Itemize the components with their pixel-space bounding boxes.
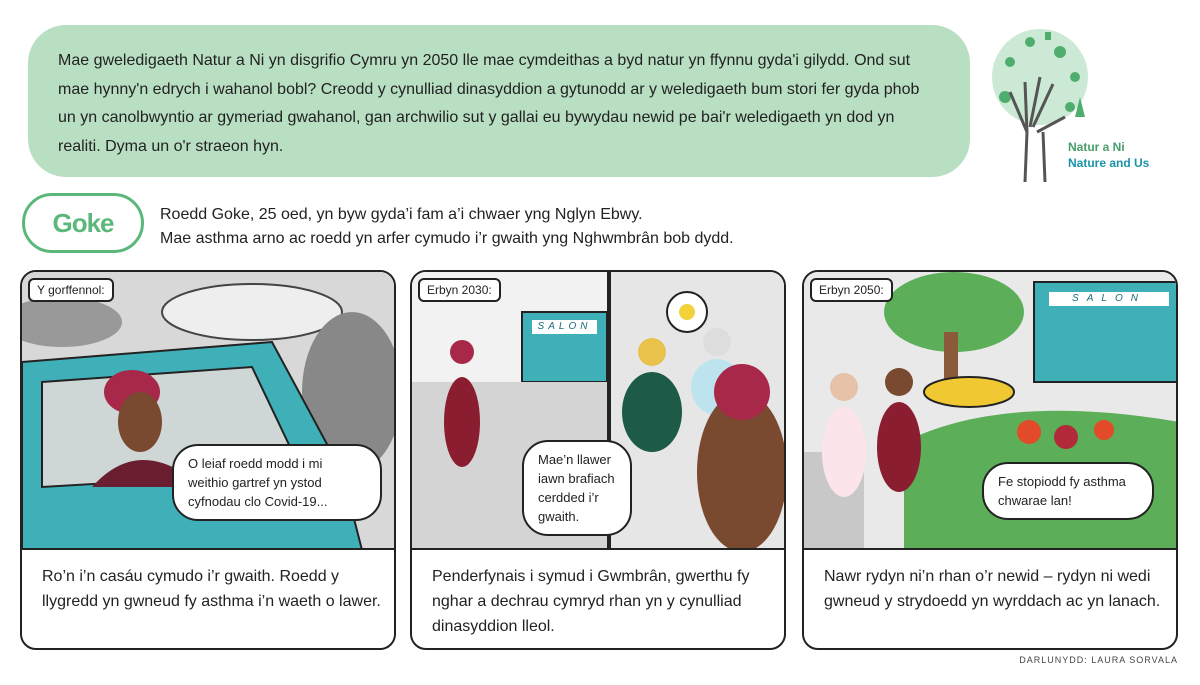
character-name-badge: Goke (22, 193, 144, 253)
panel-caption: Ro’n i’n casáu cymudo i’r gwaith. Roedd y llygredd yn gwneud fy asthma i’n waeth o lawer. (42, 568, 381, 610)
speech-bubble: Mae’n llawer iawn brafiach cerdded i’r gwaith. (522, 440, 632, 536)
panel-caption: Penderfynais i symud i Gwmbrân, gwerthu fy nghar a dechrau cymryd rhan yn y cynulliad dinasyddion lleol. (432, 568, 750, 635)
comic-panel-2050 (802, 270, 1178, 650)
panel-time-label: Y gorffennol: (28, 278, 114, 302)
salon-shop-sign: SALON (537, 321, 592, 332)
natur-a-ni-logo (985, 22, 1180, 187)
intro-text: Mae gweledigaeth Natur a Ni yn disgrifio Cymru yn 2050 lle mae cymdeithas a byd natur yn ffynnu gyda'i gilydd. Ond sut mae hynny'n edrych i wahanol bobl? Creodd y cynulliad dinasyddion a gytunodd ar y weledigaeth bum stori fer gyda phob un yn canolbwyntio ar gymeriad gwahanol, gan archwilio sut y gallai eu bywydau newid pe bai'r weledigaeth yn dod yn realiti. Dyma un o'r straeon hyn. (28, 25, 970, 177)
comic-panel-2030 (410, 270, 786, 650)
speech-bubble: O leiaf roedd modd i mi weithio gartref yn ystod cyfnodau clo Covid-19... (172, 444, 382, 521)
bio-line: Roedd Goke, 25 oed, yn byw gyda’i fam a’i chwaer yng Nglyn Ebwy. (160, 206, 643, 223)
illustrator-credit: DARLUNYDD: LAURA SORVALA (1019, 655, 1178, 665)
comic-panel-past (20, 270, 396, 650)
character-bio (160, 203, 734, 251)
logo-line2: Nature and Us (1068, 156, 1150, 170)
panel-time-label: Erbyn 2030: (418, 278, 501, 302)
panel-time-label: Erbyn 2050: (810, 278, 893, 302)
logo-line1: Natur a Ni (1068, 140, 1125, 154)
bio-line: Mae asthma arno ac roedd yn arfer cymudo i’r gwaith yng Nghwmbrân bob dydd. (160, 230, 734, 247)
panel-caption: Nawr rydyn ni’n rhan o’r newid – rydyn ni wedi gwneud y strydoedd yn wyrddach ac yn lanach. (824, 568, 1161, 610)
salon-shop-sign: SALON (1072, 293, 1146, 304)
speech-bubble: Fe stopiodd fy asthma chwarae lan! (982, 462, 1154, 520)
